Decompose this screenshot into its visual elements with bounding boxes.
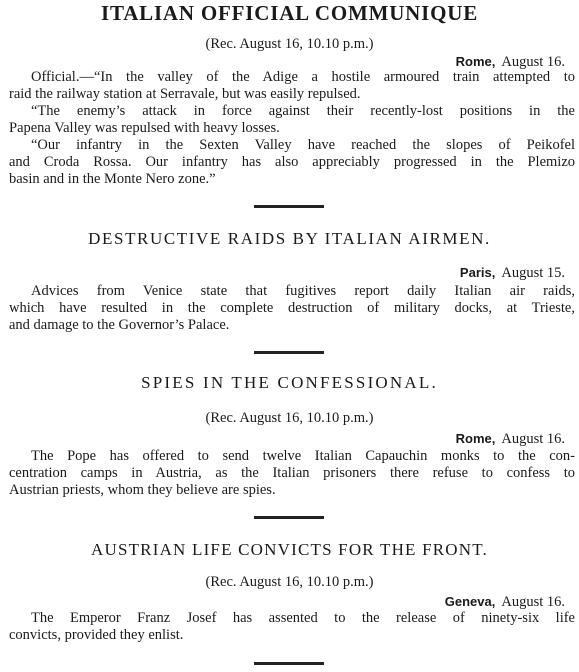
article-2-line: which have resulted in the complete destruction of military docks, at Trieste,: [9, 300, 575, 316]
article-3-line: centration camps in Austria, as the Italian prisoners there refuse to confess to: [9, 465, 575, 481]
article-1-line: and Croda Rossa. Our infantry has also appreciably progressed in the Plemizo: [9, 154, 575, 170]
article-4-received: (Rec. August 16, 10.10 p.m.): [205, 574, 374, 590]
dateline-city: Rome,: [455, 431, 496, 446]
dateline-city: Paris,: [459, 265, 496, 280]
article-4-headline: AUSTRIAN LIFE CONVICTS FOR THE FRONT.: [90, 540, 489, 559]
article-2-line: and damage to the Governor’s Palace.: [9, 317, 230, 333]
article-1-line: Official.—“In the valley of the Adige a hostile armoured train attempted to: [31, 69, 575, 85]
article-1-line: “The enemy’s attack in force against their recently-lost positions in the: [31, 103, 575, 119]
article-1-headline: ITALIAN OFFICIAL COMMUNIQUE: [100, 1, 479, 25]
article-4-line: The Emperor Franz Josef has assented to the release of ninety-six life: [31, 610, 575, 626]
article-2-dateline: [460, 265, 565, 282]
article-1-line: “Our infantry in the Sexten Valley have reached the slopes of Peikofel: [31, 137, 575, 153]
article-3-line: Austrian priests, whom they believe are spies.: [9, 482, 276, 498]
article-4-dateline: [445, 594, 565, 611]
dateline-date: August 15.: [501, 265, 565, 281]
section-divider: [254, 662, 324, 665]
article-3-line: The Pope has offered to send twelve Italian Capauchin monks to the con-: [31, 448, 575, 464]
article-1-received: (Rec. August 16, 10.10 p.m.): [205, 36, 374, 52]
dateline-date: August 16.: [501, 431, 565, 447]
section-divider: [254, 516, 324, 519]
article-3-headline: SPIES IN THE CONFESSIONAL.: [141, 373, 438, 392]
article-2-line: Advices from Venice state that fugitives report daily Italian air raids,: [31, 283, 575, 299]
section-divider: [254, 205, 324, 208]
section-divider: [254, 351, 324, 354]
dateline-city: Rome,: [455, 54, 496, 69]
article-4-line: convicts, provided they enlist.: [9, 627, 184, 643]
article-3-received: (Rec. August 16, 10.10 p.m.): [205, 410, 374, 426]
article-2-headline: DESTRUCTIVE RAIDS BY ITALIAN AIRMEN.: [88, 229, 491, 248]
article-1-line: basin and in the Monte Nero zone.”: [9, 171, 216, 187]
article-1-line: raid the railway station at Serravale, but was easily repulsed.: [9, 86, 361, 102]
dateline-city: Geneva,: [444, 594, 496, 609]
dateline-date: August 16.: [501, 54, 565, 70]
article-3-dateline: [456, 431, 565, 448]
article-1-line: Papena Valley was repulsed with heavy losses.: [9, 120, 280, 136]
dateline-date: August 16.: [501, 594, 565, 610]
